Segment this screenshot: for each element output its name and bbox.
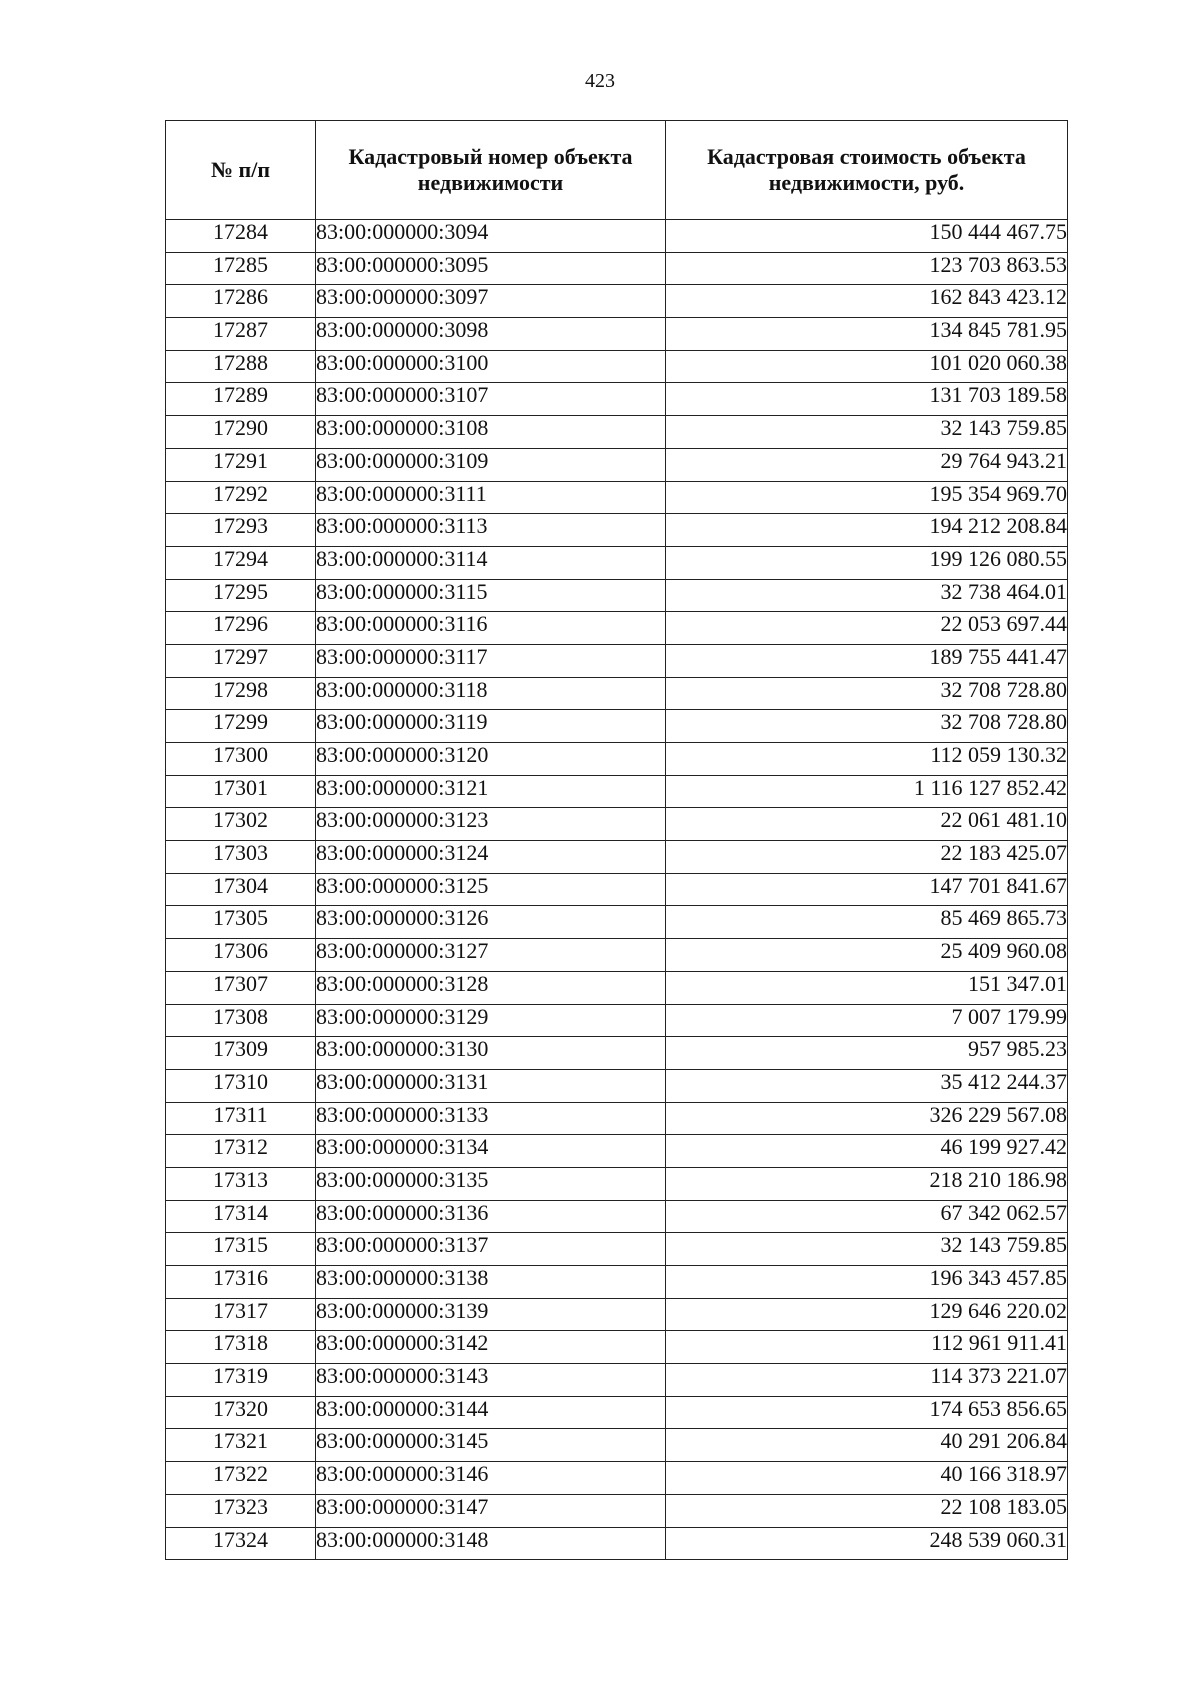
row-number-cell: 17300 bbox=[166, 743, 316, 776]
cadastral-number-cell: 83:00:000000:3118 bbox=[316, 677, 666, 710]
cadastral-number-cell: 83:00:000000:3117 bbox=[316, 644, 666, 677]
table-row bbox=[166, 1494, 1068, 1527]
table-row bbox=[166, 1298, 1068, 1331]
cadastral-value-cell: 22 053 697.44 bbox=[666, 612, 1068, 645]
row-number-cell: 17304 bbox=[166, 873, 316, 906]
cadastral-number-cell: 83:00:000000:3095 bbox=[316, 252, 666, 285]
row-number-cell: 17312 bbox=[166, 1135, 316, 1168]
cadastral-value-cell: 151 347.01 bbox=[666, 971, 1068, 1004]
cadastral-number-cell: 83:00:000000:3133 bbox=[316, 1102, 666, 1135]
row-number-cell: 17294 bbox=[166, 546, 316, 579]
cadastral-number-cell: 83:00:000000:3114 bbox=[316, 546, 666, 579]
row-number-cell: 17309 bbox=[166, 1037, 316, 1070]
table-row bbox=[166, 1396, 1068, 1429]
cadastral-value-cell: 32 143 759.85 bbox=[666, 416, 1068, 449]
table-row bbox=[166, 1462, 1068, 1495]
cadastral-value-cell: 85 469 865.73 bbox=[666, 906, 1068, 939]
cadastral-value-cell: 112 059 130.32 bbox=[666, 743, 1068, 776]
table-row bbox=[166, 514, 1068, 547]
cadastral-number-cell: 83:00:000000:3145 bbox=[316, 1429, 666, 1462]
cadastral-number-cell: 83:00:000000:3121 bbox=[316, 775, 666, 808]
cadastral-value-cell: 174 653 856.65 bbox=[666, 1396, 1068, 1429]
cadastral-number-cell: 83:00:000000:3128 bbox=[316, 971, 666, 1004]
row-number-cell: 17315 bbox=[166, 1233, 316, 1266]
table-row bbox=[166, 743, 1068, 776]
row-number-cell: 17323 bbox=[166, 1494, 316, 1527]
table-body bbox=[166, 220, 1068, 1560]
cadastral-value-cell: 134 845 781.95 bbox=[666, 318, 1068, 351]
table-row bbox=[166, 971, 1068, 1004]
cadastral-number-cell: 83:00:000000:3135 bbox=[316, 1167, 666, 1200]
table-row bbox=[166, 1233, 1068, 1266]
cadastral-value-cell: 22 108 183.05 bbox=[666, 1494, 1068, 1527]
cadastral-value-cell: 32 143 759.85 bbox=[666, 1233, 1068, 1266]
row-number-cell: 17288 bbox=[166, 350, 316, 383]
row-number-cell: 17313 bbox=[166, 1167, 316, 1200]
page-number: 423 bbox=[585, 70, 615, 92]
row-number-cell: 17287 bbox=[166, 318, 316, 351]
row-number-cell: 17320 bbox=[166, 1396, 316, 1429]
cadastral-number-cell: 83:00:000000:3129 bbox=[316, 1004, 666, 1037]
table-row bbox=[166, 220, 1068, 253]
row-number-cell: 17308 bbox=[166, 1004, 316, 1037]
cadastral-value-cell: 162 843 423.12 bbox=[666, 285, 1068, 318]
row-number-cell: 17299 bbox=[166, 710, 316, 743]
cadastral-number-cell: 83:00:000000:3139 bbox=[316, 1298, 666, 1331]
cadastral-number-cell: 83:00:000000:3107 bbox=[316, 383, 666, 416]
cadastral-number-cell: 83:00:000000:3111 bbox=[316, 481, 666, 514]
row-number-cell: 17298 bbox=[166, 677, 316, 710]
cadastral-value-cell: 1 116 127 852.42 bbox=[666, 775, 1068, 808]
row-number-cell: 17316 bbox=[166, 1266, 316, 1299]
row-number-cell: 17296 bbox=[166, 612, 316, 645]
cadastral-number-cell: 83:00:000000:3136 bbox=[316, 1200, 666, 1233]
row-number-cell: 17311 bbox=[166, 1102, 316, 1135]
cadastral-value-cell: 101 020 060.38 bbox=[666, 350, 1068, 383]
table-row bbox=[166, 906, 1068, 939]
cadastral-value-cell: 40 166 318.97 bbox=[666, 1462, 1068, 1495]
cadastral-number-cell: 83:00:000000:3126 bbox=[316, 906, 666, 939]
cadastral-value-cell: 40 291 206.84 bbox=[666, 1429, 1068, 1462]
table-row bbox=[166, 1069, 1068, 1102]
table-row bbox=[166, 383, 1068, 416]
cadastral-value-cell: 957 985.23 bbox=[666, 1037, 1068, 1070]
cadastral-number-cell: 83:00:000000:3137 bbox=[316, 1233, 666, 1266]
cadastral-value-cell: 199 126 080.55 bbox=[666, 546, 1068, 579]
row-number-cell: 17297 bbox=[166, 644, 316, 677]
table-row bbox=[166, 1331, 1068, 1364]
cadastral-value-cell: 7 007 179.99 bbox=[666, 1004, 1068, 1037]
table-row bbox=[166, 1364, 1068, 1397]
cadastral-number-cell: 83:00:000000:3098 bbox=[316, 318, 666, 351]
table-row bbox=[166, 1004, 1068, 1037]
cadastral-value-cell: 194 212 208.84 bbox=[666, 514, 1068, 547]
row-number-cell: 17286 bbox=[166, 285, 316, 318]
cadastral-value-cell: 32 738 464.01 bbox=[666, 579, 1068, 612]
row-number-cell: 17291 bbox=[166, 448, 316, 481]
cadastral-number-cell: 83:00:000000:3100 bbox=[316, 350, 666, 383]
row-number-cell: 17285 bbox=[166, 252, 316, 285]
cadastral-number-cell: 83:00:000000:3097 bbox=[316, 285, 666, 318]
cadastral-value-table bbox=[165, 120, 1068, 1560]
cadastral-value-cell: 32 708 728.80 bbox=[666, 677, 1068, 710]
table-row bbox=[166, 873, 1068, 906]
cadastral-value-cell: 189 755 441.47 bbox=[666, 644, 1068, 677]
cadastral-value-cell: 67 342 062.57 bbox=[666, 1200, 1068, 1233]
cadastral-number-cell: 83:00:000000:3144 bbox=[316, 1396, 666, 1429]
cadastral-value-cell: 218 210 186.98 bbox=[666, 1167, 1068, 1200]
table-row bbox=[166, 350, 1068, 383]
table-row bbox=[166, 710, 1068, 743]
table-row bbox=[166, 644, 1068, 677]
table-row bbox=[166, 416, 1068, 449]
row-number-cell: 17310 bbox=[166, 1069, 316, 1102]
cadastral-value-cell: 22 183 425.07 bbox=[666, 841, 1068, 874]
cadastral-number-cell: 83:00:000000:3134 bbox=[316, 1135, 666, 1168]
table-row bbox=[166, 1167, 1068, 1200]
row-number-cell: 17321 bbox=[166, 1429, 316, 1462]
table-row bbox=[166, 808, 1068, 841]
cadastral-number-cell: 83:00:000000:3116 bbox=[316, 612, 666, 645]
cadastral-value-cell: 46 199 927.42 bbox=[666, 1135, 1068, 1168]
cadastral-value-cell: 25 409 960.08 bbox=[666, 939, 1068, 972]
cadastral-value-cell: 129 646 220.02 bbox=[666, 1298, 1068, 1331]
cadastral-value-cell: 114 373 221.07 bbox=[666, 1364, 1068, 1397]
table-row bbox=[166, 1102, 1068, 1135]
cadastral-number-cell: 83:00:000000:3146 bbox=[316, 1462, 666, 1495]
table-row bbox=[166, 252, 1068, 285]
table-row bbox=[166, 318, 1068, 351]
row-number-cell: 17290 bbox=[166, 416, 316, 449]
row-number-cell: 17324 bbox=[166, 1527, 316, 1560]
cadastral-number-cell: 83:00:000000:3147 bbox=[316, 1494, 666, 1527]
header-cadastral-value: Кадастровая стоимость объекта недвижимости, руб. bbox=[666, 121, 1068, 220]
row-number-cell: 17295 bbox=[166, 579, 316, 612]
table-row bbox=[166, 285, 1068, 318]
cadastral-value-cell: 326 229 567.08 bbox=[666, 1102, 1068, 1135]
row-number-cell: 17322 bbox=[166, 1462, 316, 1495]
table-row bbox=[166, 841, 1068, 874]
cadastral-number-cell: 83:00:000000:3148 bbox=[316, 1527, 666, 1560]
table-row bbox=[166, 448, 1068, 481]
table-header bbox=[166, 121, 1068, 220]
header-row bbox=[166, 121, 1068, 220]
row-number-cell: 17293 bbox=[166, 514, 316, 547]
cadastral-number-cell: 83:00:000000:3143 bbox=[316, 1364, 666, 1397]
cadastral-value-cell: 196 343 457.85 bbox=[666, 1266, 1068, 1299]
cadastral-number-cell: 83:00:000000:3130 bbox=[316, 1037, 666, 1070]
row-number-cell: 17318 bbox=[166, 1331, 316, 1364]
row-number-cell: 17302 bbox=[166, 808, 316, 841]
cadastral-value-cell: 112 961 911.41 bbox=[666, 1331, 1068, 1364]
table-row bbox=[166, 1037, 1068, 1070]
table-row bbox=[166, 775, 1068, 808]
cadastral-value-cell: 29 764 943.21 bbox=[666, 448, 1068, 481]
row-number-cell: 17314 bbox=[166, 1200, 316, 1233]
table-row bbox=[166, 1527, 1068, 1560]
cadastral-number-cell: 83:00:000000:3125 bbox=[316, 873, 666, 906]
cadastral-value-cell: 248 539 060.31 bbox=[666, 1527, 1068, 1560]
table-row bbox=[166, 939, 1068, 972]
cadastral-number-cell: 83:00:000000:3119 bbox=[316, 710, 666, 743]
table-row bbox=[166, 579, 1068, 612]
cadastral-number-cell: 83:00:000000:3124 bbox=[316, 841, 666, 874]
table-row bbox=[166, 546, 1068, 579]
row-number-cell: 17303 bbox=[166, 841, 316, 874]
cadastral-value-cell: 123 703 863.53 bbox=[666, 252, 1068, 285]
table-row bbox=[166, 677, 1068, 710]
cadastral-value-cell: 150 444 467.75 bbox=[666, 220, 1068, 253]
cadastral-number-cell: 83:00:000000:3120 bbox=[316, 743, 666, 776]
cadastral-number-cell: 83:00:000000:3127 bbox=[316, 939, 666, 972]
table-row bbox=[166, 1429, 1068, 1462]
row-number-cell: 17292 bbox=[166, 481, 316, 514]
cadastral-number-cell: 83:00:000000:3094 bbox=[316, 220, 666, 253]
cadastral-number-cell: 83:00:000000:3131 bbox=[316, 1069, 666, 1102]
cadastral-number-cell: 83:00:000000:3109 bbox=[316, 448, 666, 481]
row-number-cell: 17306 bbox=[166, 939, 316, 972]
cadastral-value-cell: 195 354 969.70 bbox=[666, 481, 1068, 514]
table-row bbox=[166, 612, 1068, 645]
cadastral-value-cell: 147 701 841.67 bbox=[666, 873, 1068, 906]
table-row bbox=[166, 1200, 1068, 1233]
cadastral-value-cell: 131 703 189.58 bbox=[666, 383, 1068, 416]
row-number-cell: 17301 bbox=[166, 775, 316, 808]
cadastral-value-cell: 22 061 481.10 bbox=[666, 808, 1068, 841]
row-number-cell: 17284 bbox=[166, 220, 316, 253]
cadastral-number-cell: 83:00:000000:3142 bbox=[316, 1331, 666, 1364]
table-row bbox=[166, 481, 1068, 514]
header-cadastral-number: Кадастровый номер объекта недвижимости bbox=[316, 121, 666, 220]
cadastral-number-cell: 83:00:000000:3113 bbox=[316, 514, 666, 547]
row-number-cell: 17319 bbox=[166, 1364, 316, 1397]
table-row bbox=[166, 1266, 1068, 1299]
row-number-cell: 17305 bbox=[166, 906, 316, 939]
cadastral-number-cell: 83:00:000000:3123 bbox=[316, 808, 666, 841]
row-number-cell: 17307 bbox=[166, 971, 316, 1004]
header-row-number: № п/п bbox=[166, 121, 316, 220]
row-number-cell: 17289 bbox=[166, 383, 316, 416]
cadastral-number-cell: 83:00:000000:3138 bbox=[316, 1266, 666, 1299]
row-number-cell: 17317 bbox=[166, 1298, 316, 1331]
cadastral-value-cell: 35 412 244.37 bbox=[666, 1069, 1068, 1102]
table-row bbox=[166, 1135, 1068, 1168]
cadastral-value-cell: 32 708 728.80 bbox=[666, 710, 1068, 743]
cadastral-number-cell: 83:00:000000:3115 bbox=[316, 579, 666, 612]
cadastral-number-cell: 83:00:000000:3108 bbox=[316, 416, 666, 449]
